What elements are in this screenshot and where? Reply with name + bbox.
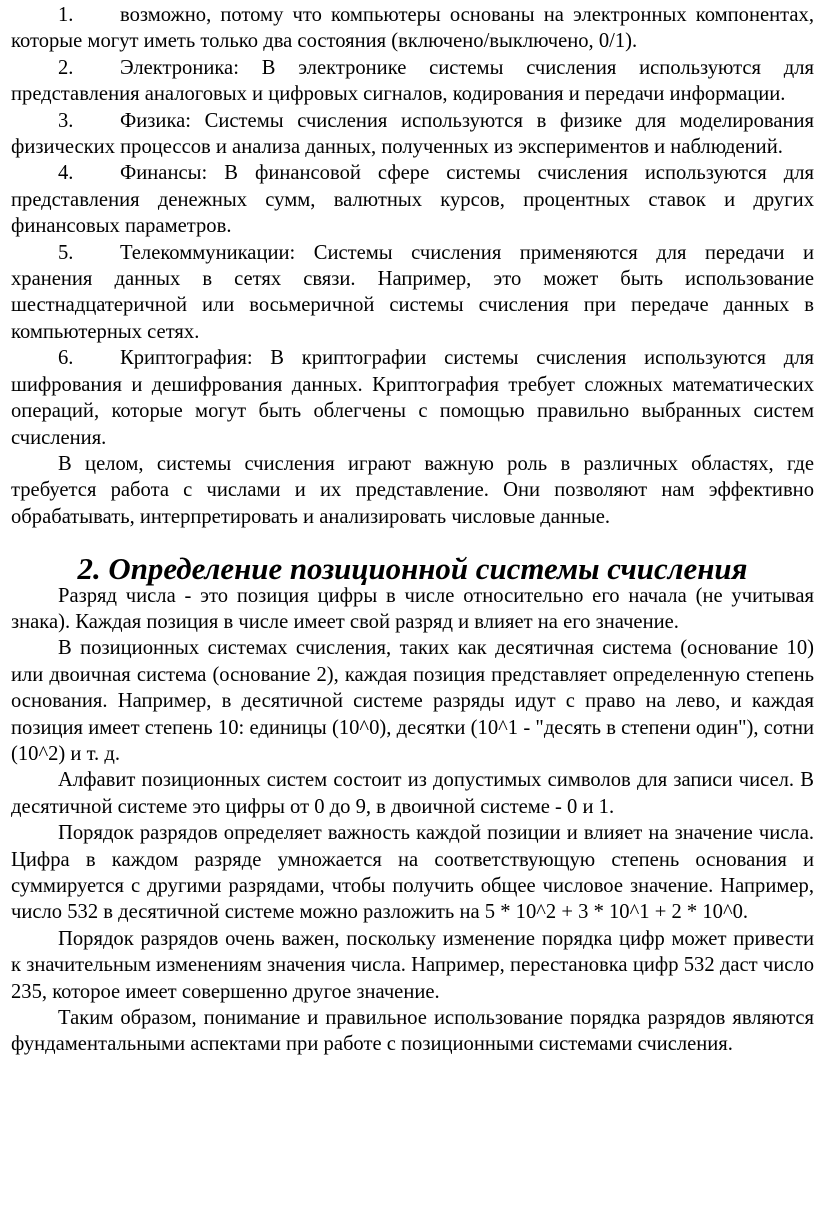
list-item-3 <box>11 108 814 161</box>
list-item-1 <box>11 2 814 55</box>
summary-paragraph: В целом, системы счисления играют важную роль в различных областях, где требуется работа с числами и их представление. Они позволяют нам эффективно обрабатывать, интерпретировать и анализировать числовые данные. <box>11 452 814 528</box>
list-item-text: Криптография: В криптографии системы счисления используются для шифрования и дешифрования данных. Криптография требует сложных математических операций, которые могут быть облегчены с помощью правильно выбранных систем счисления. <box>11 347 814 449</box>
list-item-number: 3. <box>58 109 74 132</box>
list-item-2 <box>11 55 814 108</box>
list-item-text: Телекоммуникации: Системы счисления применяются для передачи и хранения данных в сетях связи. Например, это может быть использование шестнадцатеричной или восьмеричной системы счисления при передаче данных в компьютерных сетях. <box>11 241 814 343</box>
list-item-number: 1. <box>58 4 74 26</box>
section-paragraph: Порядок разрядов очень важен, поскольку изменение порядка цифр может привести к значительным изменениям значения числа. Например, перестановка цифр 532 даст число 235, которое имеет совершенно другое значение. <box>11 927 814 1003</box>
list-item-text: Электроника: В электронике системы счисления используются для представления аналоговых и цифровых сигналов, кодирования и передачи информации. <box>11 56 814 106</box>
section-paragraph: Разряд числа - это позиция цифры в числе относительно его начала (не учитывая знака). Каждая позиция в числе имеет свой разряд и влияет на его значение. <box>11 584 814 633</box>
list-item-text: возможно, потому что компьютеры основаны на электронных компонентах, которые могут иметь только два состояния (включено/выключено, 0/1). <box>11 4 814 53</box>
list-item-number: 5. <box>58 241 74 264</box>
list-item-text: Финансы: В финансовой сфере системы счисления используются для представления денежных сумм, валютных курсов, процентных ставок и других финансовых параметров. <box>11 162 814 238</box>
list-item-5 <box>11 240 814 346</box>
document-page <box>11 2 814 1058</box>
list-item-4 <box>11 160 814 239</box>
list-item-text: Физика: Системы счисления используются в физике для моделирования физических процессов и анализа данных, полученных из экспериментов и наблюдений. <box>11 109 814 159</box>
section-paragraph: Таким образом, понимание и правильное использование порядка разрядов являются фундаментальными аспектами при работе с позиционными системами счисления. <box>11 1007 814 1056</box>
section-paragraph: Порядок разрядов определяет важность каждой позиции и влияет на значение числа. Цифра в каждом разряде умножается на соответствующую степень основания и суммируется с другими разрядами, чтобы получить общее числовое значение. Например, число 532 в десятичной системе можно разложить на 5 * 10^2 + 3 * 10^1 + 2 * 10^0. <box>11 822 814 924</box>
section-paragraph: В позиционных системах счисления, таких как десятичная система (основание 10) или двоичная система (основание 2), каждая позиция представляет определенную степень основания. Например, в десятичной системе разряды идут с право на лево, и каждая позиция имеет степень 10: единицы (10^0), десятки (10^1 - "десять в степени один"), сотни (10^2) и т. д. <box>11 637 814 765</box>
list-item-number: 4. <box>58 162 74 185</box>
list-item-number: 6. <box>58 347 74 370</box>
section-heading: 2. Определение позиционной системы счисления <box>77 551 748 587</box>
list-item-number: 2. <box>58 56 74 79</box>
section-paragraph: Алфавит позиционных систем состоит из допустимых символов для записи чисел. В десятичной системе это цифры от 0 до 9, в двоичной системе - 0 и 1. <box>11 769 814 818</box>
list-item-6 <box>11 345 814 451</box>
